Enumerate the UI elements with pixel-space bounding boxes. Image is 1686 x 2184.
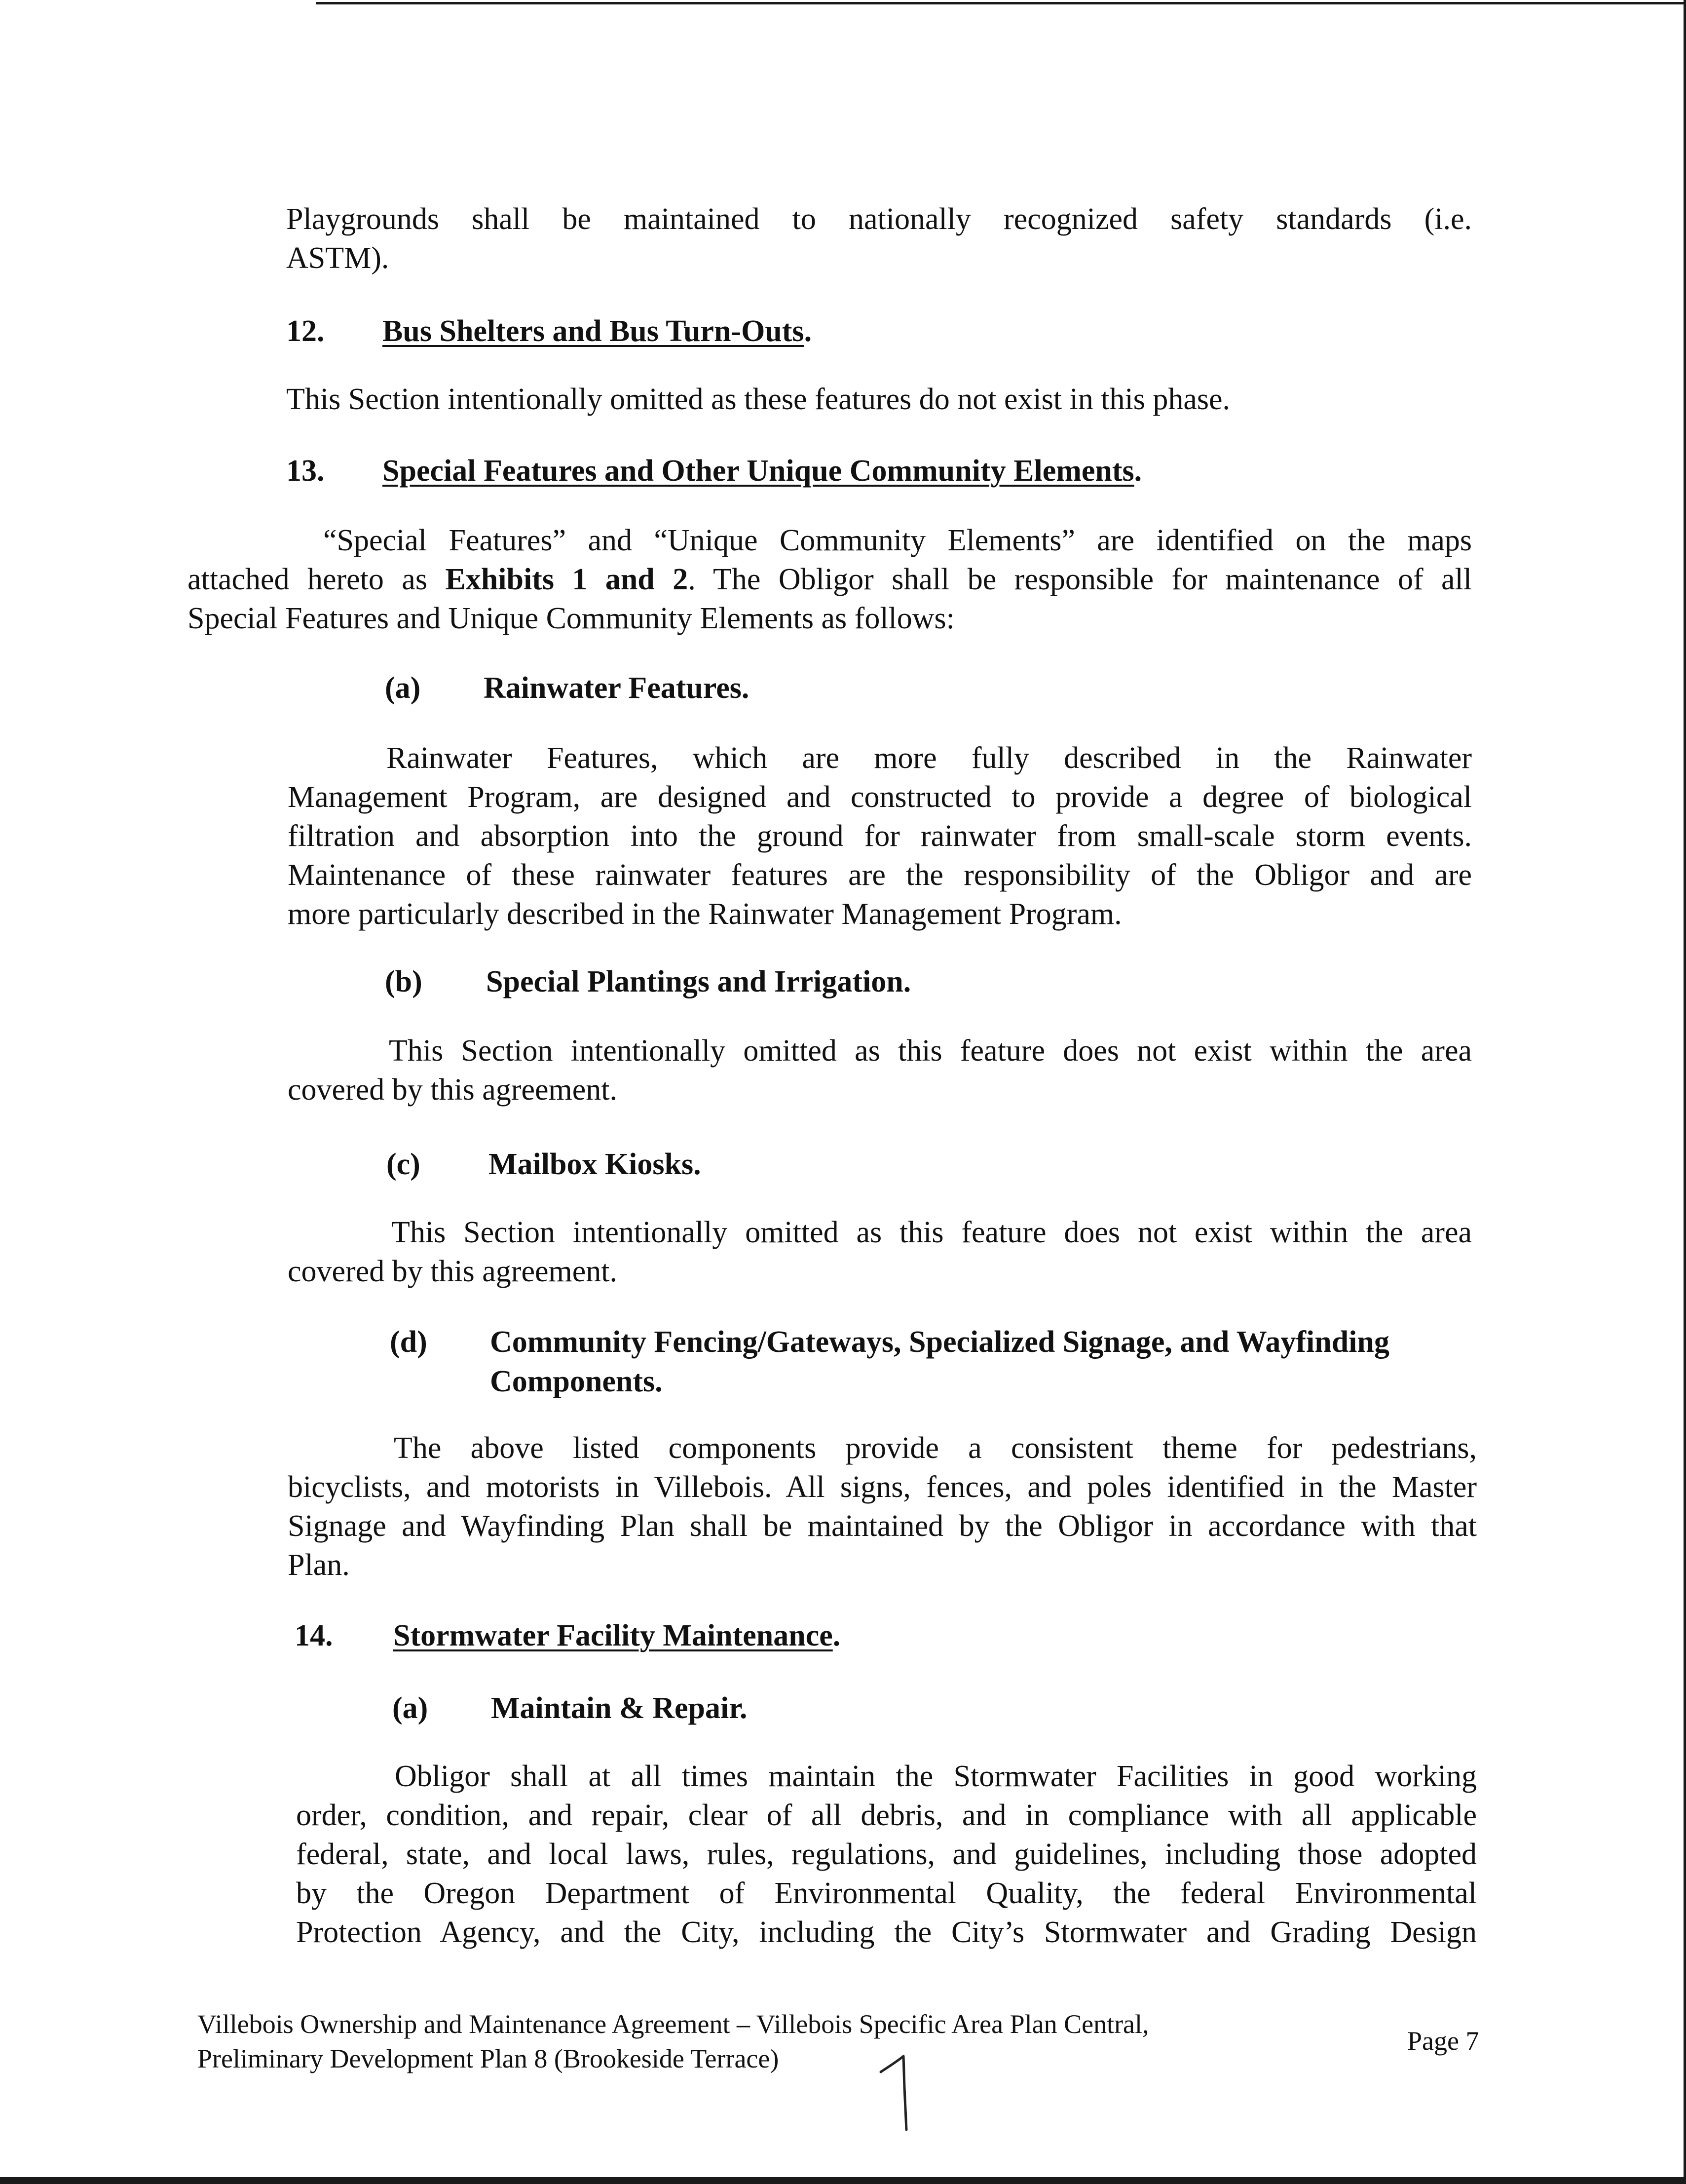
subsection-13d-heading-cont <box>490 1362 663 1401</box>
subsection-14a-body <box>296 1757 1477 1952</box>
subsection-14a-line-5: Protection Agency, and the City, including the City’s Stormwater and Grading Design <box>296 1916 1477 1949</box>
section-12-body <box>286 380 1472 419</box>
subsection-13a-title: Rainwater Features. <box>484 671 749 705</box>
section-14-number: 14. <box>295 1619 333 1652</box>
subsection-13c-heading <box>386 1145 701 1184</box>
subsection-14a-heading <box>392 1689 748 1728</box>
subsection-14a-line-4: by the Oregon Department of Environmental Quality, the federal Environmental <box>296 1877 1477 1910</box>
subsection-13b-heading <box>385 962 911 1001</box>
intro-line-1: Playgrounds shall be maintained to nationally recognized safety standards (i.e. <box>286 202 1472 236</box>
intro-line-2: ASTM). <box>286 241 389 275</box>
section-14-heading <box>295 1616 841 1655</box>
subsection-13d-heading <box>390 1323 1389 1362</box>
subsection-13a-label: (a) <box>385 671 421 705</box>
scan-border-right <box>1684 0 1686 2184</box>
section-13-body-line-2-start: attached hereto as <box>187 563 446 596</box>
section-13-title: Special Features and Other Unique Community Elements <box>382 454 1134 488</box>
subsection-13a-line-5: more particularly described in the Rainwater Management Program. <box>288 897 1122 931</box>
section-12-heading <box>286 312 812 351</box>
section-13-body-line-2 <box>187 560 1472 599</box>
subsection-13b-label: (b) <box>385 965 422 998</box>
subsection-13d-body <box>288 1429 1477 1585</box>
subsection-13a-line-4: Maintenance of these rainwater features are the responsibility of the Obligor and are <box>288 858 1472 892</box>
section-12-number: 12. <box>286 314 325 348</box>
subsection-13b-line-1: This Section intentionally omitted as this feature does not exist within the area <box>389 1034 1472 1068</box>
intro-paragraph <box>286 200 1472 239</box>
subsection-13a-heading <box>385 669 749 708</box>
subsection-13a-line-3: filtration and absorption into the ground for rainwater from small-scale storm events. <box>288 819 1472 853</box>
section-13-body <box>187 521 1472 638</box>
subsection-13d-title-line-2: Components. <box>490 1365 663 1398</box>
footer-line-2: Preliminary Development Plan 8 (Brookeside Terrace) <box>197 2044 779 2073</box>
subsection-13b-line-2: covered by this agreement. <box>288 1073 617 1107</box>
subsection-13a-body <box>288 739 1472 934</box>
intro-paragraph-end <box>286 239 1472 278</box>
subsection-13c-label: (c) <box>386 1148 420 1181</box>
handwritten-mark-icon <box>876 2053 930 2132</box>
subsection-14a-line-2: order, condition, and repair, clear of all debris, and in compliance with all applicable <box>296 1799 1477 1832</box>
subsection-13d-line-2: bicyclists, and motorists in Villebois. All signs, fences, and poles identified in the Master <box>288 1470 1477 1504</box>
subsection-13c-line-1: This Section intentionally omitted as this feature does not exist within the area <box>391 1216 1472 1249</box>
subsection-13d-line-4: Plan. <box>288 1548 350 1582</box>
section-13-body-line-3: Special Features and Unique Community Elements as follows: <box>187 602 955 635</box>
subsection-13d-line-1: The above listed components provide a consistent theme for pedestrians, <box>394 1431 1477 1465</box>
subsection-13b-title: Special Plantings and Irrigation. <box>486 965 911 998</box>
scan-border-bottom <box>0 2177 1686 2184</box>
section-14-title-wrap <box>393 1616 840 1655</box>
subsection-13c-body <box>288 1213 1472 1291</box>
section-13-heading <box>286 452 1142 491</box>
section-14-title: Stormwater Facility Maintenance <box>393 1619 833 1652</box>
subsection-13d-line-3: Signage and Wayfinding Plan shall be maintained by the Obligor in accordance with that <box>288 1509 1477 1543</box>
footer-line-1: Villebois Ownership and Maintenance Agreement – Villebois Specific Area Plan Central, <box>197 2009 1149 2039</box>
section-12-body-line: This Section intentionally omitted as these features do not exist in this phase. <box>286 383 1231 416</box>
subsection-13a-line-1: Rainwater Features, which are more fully described in the Rainwater <box>386 741 1472 775</box>
subsection-13d-title-line-1: Community Fencing/Gateways, Specialized Signage, and Wayfinding <box>490 1325 1389 1359</box>
section-13-number: 13. <box>286 454 325 488</box>
subsection-13d-label: (d) <box>390 1325 427 1359</box>
subsection-14a-label: (a) <box>392 1691 428 1725</box>
exhibits-reference: Exhibits 1 and 2 <box>445 563 688 596</box>
subsection-13a-line-2: Management Program, are designed and constructed to provide a degree of biological <box>288 780 1472 814</box>
subsection-14a-line-3: federal, state, and local laws, rules, regulations, and guidelines, including those adopted <box>296 1838 1477 1871</box>
section-13-title-wrap <box>382 452 1142 491</box>
section-12-title-period: . <box>804 314 812 348</box>
scan-border-top <box>316 2 1686 4</box>
subsection-14a-line-1: Obligor shall at all times maintain the Stormwater Facilities in good working <box>395 1760 1477 1793</box>
subsection-13c-line-2: covered by this agreement. <box>288 1255 617 1288</box>
section-13-title-period: . <box>1134 454 1142 488</box>
page-number: Page 7 <box>1407 2026 1479 2056</box>
section-13-body-line-2-end: . The Obligor shall be responsible for maintenance of all <box>688 563 1472 596</box>
subsection-14a-title: Maintain & Repair. <box>491 1691 748 1725</box>
subsection-13b-body <box>288 1032 1472 1110</box>
section-14-title-period: . <box>832 1619 841 1652</box>
subsection-13c-title: Mailbox Kiosks. <box>488 1148 701 1181</box>
document-footer <box>197 2007 1149 2076</box>
section-12-title-wrap <box>382 312 812 351</box>
section-12-title: Bus Shelters and Bus Turn-Outs <box>382 314 804 348</box>
section-13-body-line-1: “Special Features” and “Unique Community Elements” are identified on the maps <box>323 524 1472 557</box>
